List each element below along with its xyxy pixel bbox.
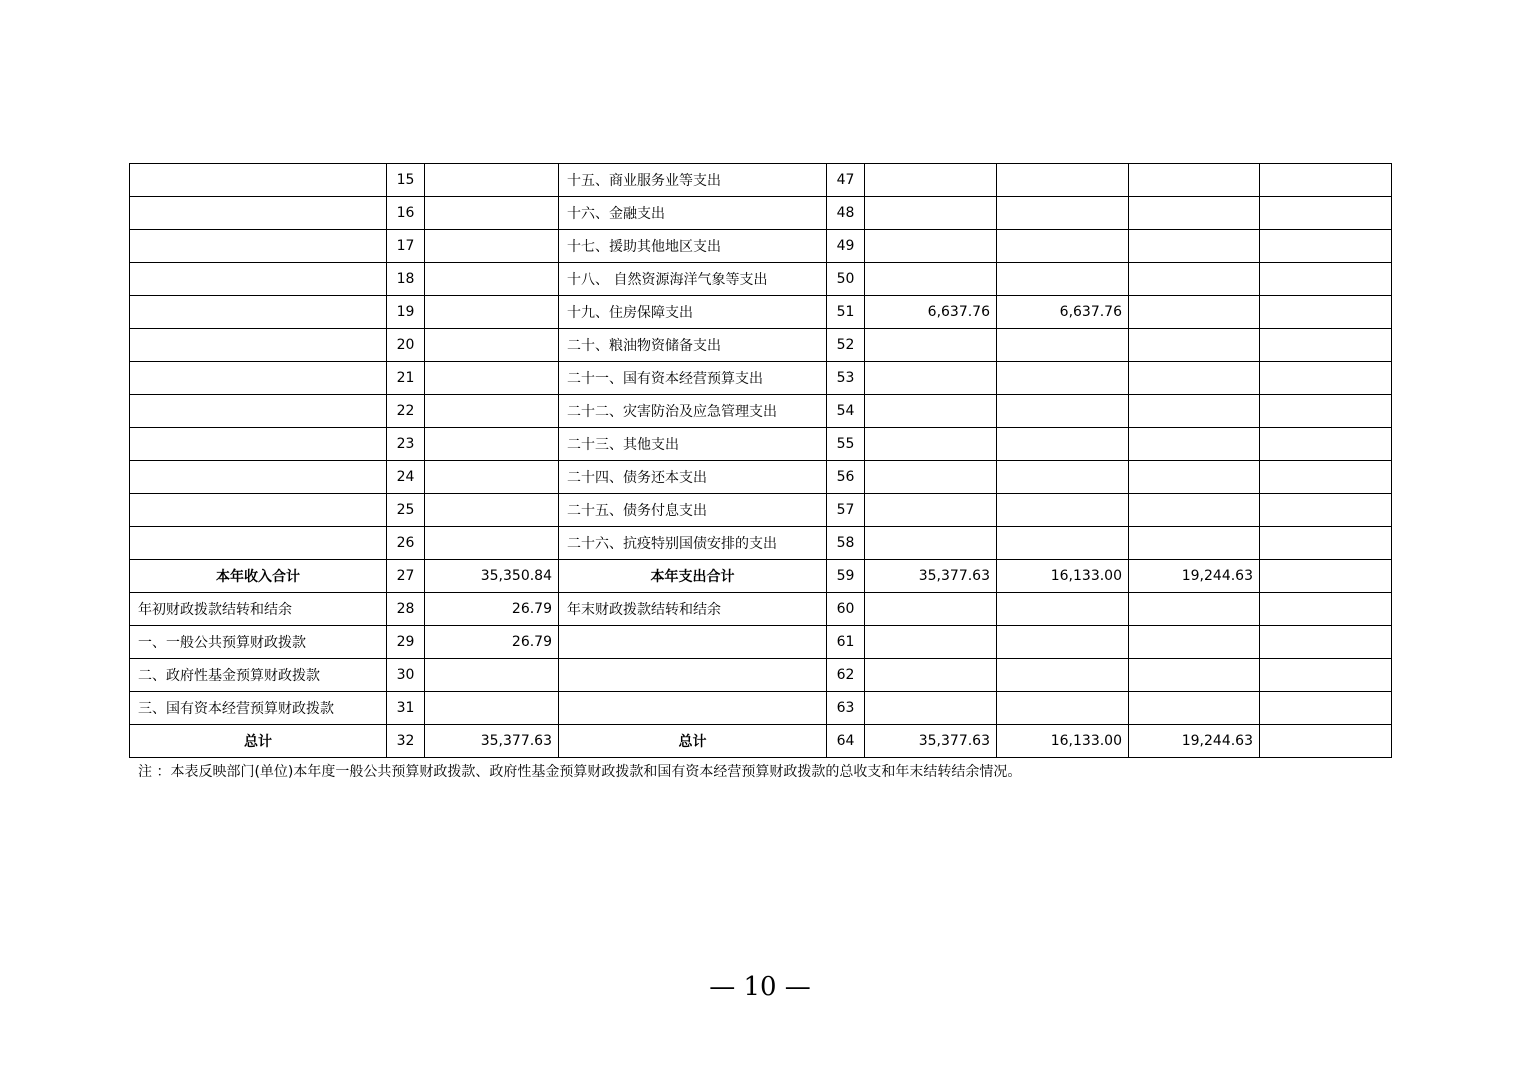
- government-fund-cell: [1129, 296, 1260, 329]
- income-item-cell: [130, 329, 387, 362]
- table-body: [130, 164, 1392, 758]
- expense-item-cell: [559, 692, 827, 725]
- state-capital-cell: [1260, 527, 1392, 560]
- income-amount-cell: [425, 494, 559, 527]
- table-row: [130, 230, 1392, 263]
- state-capital-cell: [1260, 197, 1392, 230]
- income-amount-cell: [425, 659, 559, 692]
- expense-line-number: 60: [827, 593, 865, 626]
- table-row: [130, 494, 1392, 527]
- expense-total-cell: [865, 626, 997, 659]
- income-line-number: 29: [387, 626, 425, 659]
- expense-item-cell: 二十一、国有资本经营预算支出: [559, 362, 827, 395]
- income-line-number: 26: [387, 527, 425, 560]
- state-capital-cell: [1260, 725, 1392, 758]
- general-budget-cell: 6,637.76: [997, 296, 1129, 329]
- income-amount-cell: [425, 362, 559, 395]
- income-line-number: 21: [387, 362, 425, 395]
- expense-total-cell: [865, 659, 997, 692]
- income-amount-cell: [425, 428, 559, 461]
- expense-item-cell: 二十五、债务付息支出: [559, 494, 827, 527]
- state-capital-cell: [1260, 230, 1392, 263]
- income-line-number: 25: [387, 494, 425, 527]
- income-amount-cell: [425, 461, 559, 494]
- expense-line-number: 52: [827, 329, 865, 362]
- income-amount-cell: [425, 296, 559, 329]
- expense-item-cell: 年末财政拨款结转和结余: [559, 593, 827, 626]
- table-row: [130, 626, 1392, 659]
- income-line-number: 15: [387, 164, 425, 197]
- expense-item-cell: 本年支出合计: [559, 560, 827, 593]
- income-line-number: 27: [387, 560, 425, 593]
- table-row: [130, 527, 1392, 560]
- general-budget-cell: [997, 593, 1129, 626]
- expense-line-number: 56: [827, 461, 865, 494]
- income-amount-cell: [425, 527, 559, 560]
- income-item-cell: [130, 296, 387, 329]
- state-capital-cell: [1260, 395, 1392, 428]
- expense-line-number: 55: [827, 428, 865, 461]
- general-budget-cell: [997, 659, 1129, 692]
- expense-item-cell: 总计: [559, 725, 827, 758]
- table-row: [130, 329, 1392, 362]
- general-budget-cell: [997, 329, 1129, 362]
- government-fund-cell: [1129, 527, 1260, 560]
- expense-line-number: 59: [827, 560, 865, 593]
- government-fund-cell: 19,244.63: [1129, 560, 1260, 593]
- government-fund-cell: [1129, 230, 1260, 263]
- general-budget-cell: [997, 164, 1129, 197]
- income-item-cell: 二、政府性基金预算财政拨款: [130, 659, 387, 692]
- general-budget-cell: [997, 692, 1129, 725]
- government-fund-cell: [1129, 197, 1260, 230]
- state-capital-cell: [1260, 428, 1392, 461]
- government-fund-cell: [1129, 362, 1260, 395]
- table-row: [130, 692, 1392, 725]
- general-budget-cell: [997, 395, 1129, 428]
- expense-item-cell: 十五、商业服务业等支出: [559, 164, 827, 197]
- expense-item-cell: 二十四、债务还本支出: [559, 461, 827, 494]
- government-fund-cell: [1129, 626, 1260, 659]
- expense-item-cell: 二十、粮油物资储备支出: [559, 329, 827, 362]
- expense-total-cell: [865, 692, 997, 725]
- income-line-number: 17: [387, 230, 425, 263]
- expense-total-cell: 35,377.63: [865, 560, 997, 593]
- expense-line-number: 62: [827, 659, 865, 692]
- general-budget-cell: [997, 461, 1129, 494]
- expense-line-number: 49: [827, 230, 865, 263]
- income-item-cell: 年初财政拨款结转和结余: [130, 593, 387, 626]
- income-amount-cell: [425, 197, 559, 230]
- expense-line-number: 53: [827, 362, 865, 395]
- general-budget-cell: [997, 428, 1129, 461]
- expense-item-cell: [559, 626, 827, 659]
- expense-total-cell: [865, 461, 997, 494]
- expense-total-cell: 35,377.63: [865, 725, 997, 758]
- expense-total-cell: [865, 395, 997, 428]
- government-fund-cell: [1129, 428, 1260, 461]
- income-line-number: 19: [387, 296, 425, 329]
- income-amount-cell: [425, 263, 559, 296]
- general-budget-cell: [997, 197, 1129, 230]
- government-fund-cell: [1129, 329, 1260, 362]
- table-row: [130, 560, 1392, 593]
- expense-total-cell: [865, 593, 997, 626]
- expense-line-number: 57: [827, 494, 865, 527]
- table-note: 注 ：本表反映部门(单位)本年度一般公共预算财政拨款、政府性基金预算财政拨款和国有资本经营预算财政拨款的总收支和年末结转结余情况。: [138, 764, 1022, 780]
- budget-table: [129, 163, 1392, 758]
- income-item-cell: [130, 362, 387, 395]
- government-fund-cell: [1129, 164, 1260, 197]
- income-item-cell: [130, 428, 387, 461]
- income-item-cell: [130, 164, 387, 197]
- expense-total-cell: [865, 527, 997, 560]
- government-fund-cell: [1129, 593, 1260, 626]
- expense-line-number: 48: [827, 197, 865, 230]
- government-fund-cell: [1129, 395, 1260, 428]
- expense-line-number: 58: [827, 527, 865, 560]
- table-row: [130, 395, 1392, 428]
- income-line-number: 20: [387, 329, 425, 362]
- income-amount-cell: [425, 692, 559, 725]
- income-line-number: 16: [387, 197, 425, 230]
- page-number: — 10 —: [709, 972, 811, 1002]
- income-item-cell: [130, 461, 387, 494]
- income-item-cell: [130, 494, 387, 527]
- income-line-number: 30: [387, 659, 425, 692]
- state-capital-cell: [1260, 494, 1392, 527]
- expense-total-cell: [865, 230, 997, 263]
- income-item-cell: [130, 263, 387, 296]
- income-item-cell: 本年收入合计: [130, 560, 387, 593]
- table-row: [130, 164, 1392, 197]
- expense-line-number: 51: [827, 296, 865, 329]
- expense-total-cell: [865, 362, 997, 395]
- table-row: [130, 263, 1392, 296]
- general-budget-cell: [997, 230, 1129, 263]
- government-fund-cell: 19,244.63: [1129, 725, 1260, 758]
- income-amount-cell: 35,377.63: [425, 725, 559, 758]
- expense-line-number: 54: [827, 395, 865, 428]
- income-item-cell: 总计: [130, 725, 387, 758]
- state-capital-cell: [1260, 164, 1392, 197]
- income-item-cell: [130, 395, 387, 428]
- table-row: [130, 593, 1392, 626]
- table-row: [130, 362, 1392, 395]
- income-line-number: 22: [387, 395, 425, 428]
- state-capital-cell: [1260, 560, 1392, 593]
- state-capital-cell: [1260, 263, 1392, 296]
- expense-line-number: 47: [827, 164, 865, 197]
- table-row: [130, 197, 1392, 230]
- expense-item-cell: 十八、 自然资源海洋气象等支出: [559, 263, 827, 296]
- general-budget-cell: [997, 494, 1129, 527]
- expense-item-cell: 二十六、抗疫特别国债安排的支出: [559, 527, 827, 560]
- government-fund-cell: [1129, 461, 1260, 494]
- expense-total-cell: [865, 329, 997, 362]
- income-amount-cell: [425, 230, 559, 263]
- expense-item-cell: 十七、援助其他地区支出: [559, 230, 827, 263]
- income-item-cell: [130, 197, 387, 230]
- expense-total-cell: [865, 164, 997, 197]
- state-capital-cell: [1260, 461, 1392, 494]
- expense-item-cell: 十九、住房保障支出: [559, 296, 827, 329]
- general-budget-cell: 16,133.00: [997, 560, 1129, 593]
- expense-total-cell: [865, 428, 997, 461]
- expense-item-cell: [559, 659, 827, 692]
- income-item-cell: [130, 230, 387, 263]
- income-amount-cell: [425, 164, 559, 197]
- expense-total-cell: [865, 494, 997, 527]
- expense-total-cell: [865, 263, 997, 296]
- expense-line-number: 64: [827, 725, 865, 758]
- income-amount-cell: [425, 395, 559, 428]
- income-item-cell: 一、一般公共预算财政拨款: [130, 626, 387, 659]
- expense-total-cell: 6,637.76: [865, 296, 997, 329]
- government-fund-cell: [1129, 263, 1260, 296]
- income-line-number: 31: [387, 692, 425, 725]
- table-row: [130, 659, 1392, 692]
- general-budget-cell: [997, 626, 1129, 659]
- state-capital-cell: [1260, 659, 1392, 692]
- income-amount-cell: [425, 329, 559, 362]
- expense-item-cell: 二十二、灾害防治及应急管理支出: [559, 395, 827, 428]
- income-line-number: 24: [387, 461, 425, 494]
- table-row: [130, 725, 1392, 758]
- income-amount-cell: 26.79: [425, 593, 559, 626]
- government-fund-cell: [1129, 692, 1260, 725]
- state-capital-cell: [1260, 692, 1392, 725]
- state-capital-cell: [1260, 626, 1392, 659]
- general-budget-cell: [997, 527, 1129, 560]
- expense-total-cell: [865, 197, 997, 230]
- income-line-number: 32: [387, 725, 425, 758]
- income-amount-cell: 26.79: [425, 626, 559, 659]
- state-capital-cell: [1260, 329, 1392, 362]
- table-row: [130, 461, 1392, 494]
- expense-item-cell: 二十三、其他支出: [559, 428, 827, 461]
- government-fund-cell: [1129, 494, 1260, 527]
- state-capital-cell: [1260, 362, 1392, 395]
- general-budget-cell: [997, 263, 1129, 296]
- government-fund-cell: [1129, 659, 1260, 692]
- income-item-cell: [130, 527, 387, 560]
- expense-item-cell: 十六、金融支出: [559, 197, 827, 230]
- income-item-cell: 三、国有资本经营预算财政拨款: [130, 692, 387, 725]
- income-line-number: 18: [387, 263, 425, 296]
- table-row: [130, 428, 1392, 461]
- general-budget-cell: [997, 362, 1129, 395]
- income-amount-cell: 35,350.84: [425, 560, 559, 593]
- table-row: [130, 296, 1392, 329]
- general-budget-cell: 16,133.00: [997, 725, 1129, 758]
- state-capital-cell: [1260, 296, 1392, 329]
- state-capital-cell: [1260, 593, 1392, 626]
- expense-line-number: 61: [827, 626, 865, 659]
- income-line-number: 28: [387, 593, 425, 626]
- expense-line-number: 50: [827, 263, 865, 296]
- income-line-number: 23: [387, 428, 425, 461]
- expense-line-number: 63: [827, 692, 865, 725]
